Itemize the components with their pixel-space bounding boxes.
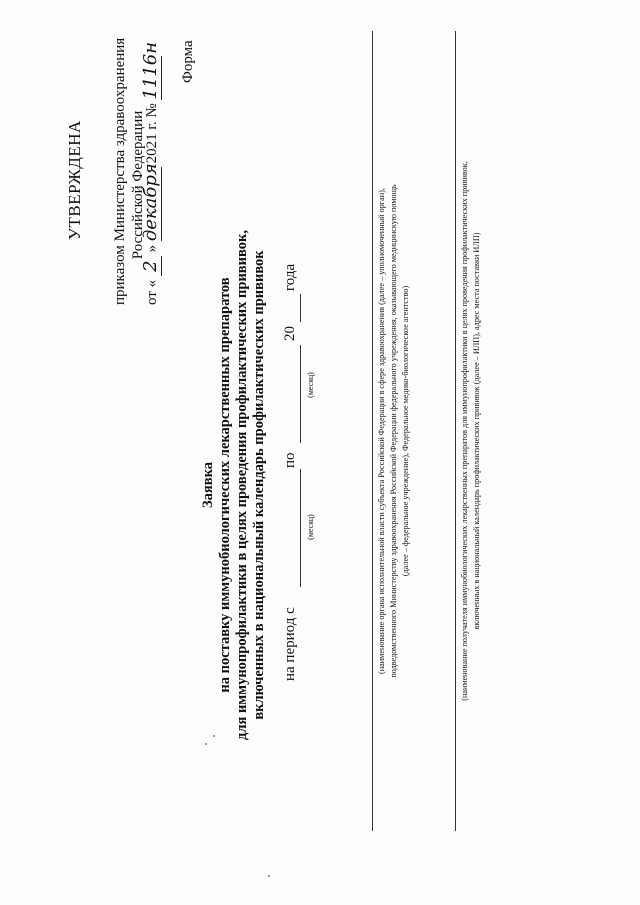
month-label-from: (месяц) [306,514,315,540]
title-line-4: включенных в национальный календарь профилактических прививок [251,250,267,720]
scan-speck [205,743,207,745]
date-year: 2021 г. № [144,103,160,164]
period-from-month-field [300,469,301,587]
recipient-field-line [455,31,456,831]
approved-heading: УТВЕРЖДЕНА [65,120,84,240]
authority-note-3: (далее – федеральное учреждение), Федеральное медико-биологическое агентство) [401,285,410,577]
order-line-2: Российской Федерации [130,110,146,260]
authority-note-2: подведомственного Министерству здравоохранения Российской Федерации федерального учреждения, оказывающего медицинскую помощь [389,184,398,678]
recipient-note-1: (наименование получателя иммунобиологических лекарственных препаратов для иммунопрофилактики в целях проведения профилактических прививок, [460,161,469,701]
period-from-label: на период с [282,607,298,681]
scan-speck [213,735,215,737]
month-label-to: (месяц) [306,372,315,398]
period-year-suffix: года [282,263,298,291]
period-year-prefix: 20 [282,326,298,341]
date-prefix: от « [144,279,160,305]
date-mid: » [144,244,160,253]
order-line-1: приказом Министерства здравоохранения [112,37,128,305]
form-label: Форма [180,40,196,83]
order-date-line [140,41,162,305]
period-to-label: по [282,452,298,468]
title-line-3: для иммунопрофилактики в целях проведения профилактических прививок, [234,230,250,740]
scan-speck [268,875,270,877]
title-line-2: на поставку иммунобиологических лекарственных препаратов [217,277,233,693]
authority-field-line [372,31,373,831]
period-to-month-field [300,345,301,443]
order-number: 1116н [140,41,161,100]
date-month: декабря [140,163,161,242]
authority-note-1: (наименование органа исполнительной власти субъекта Российской Федерации в сфере здравоохранения (далее – уполномоченный орган), [377,188,386,674]
period-year-field [300,294,301,322]
date-day: 2 [140,256,162,276]
recipient-note-2: включенных в национальный календарь профилактических прививок (далее – ИЛП), адрес места поставки ИЛП) [472,232,481,630]
title-line-1: Заявка [200,462,216,508]
